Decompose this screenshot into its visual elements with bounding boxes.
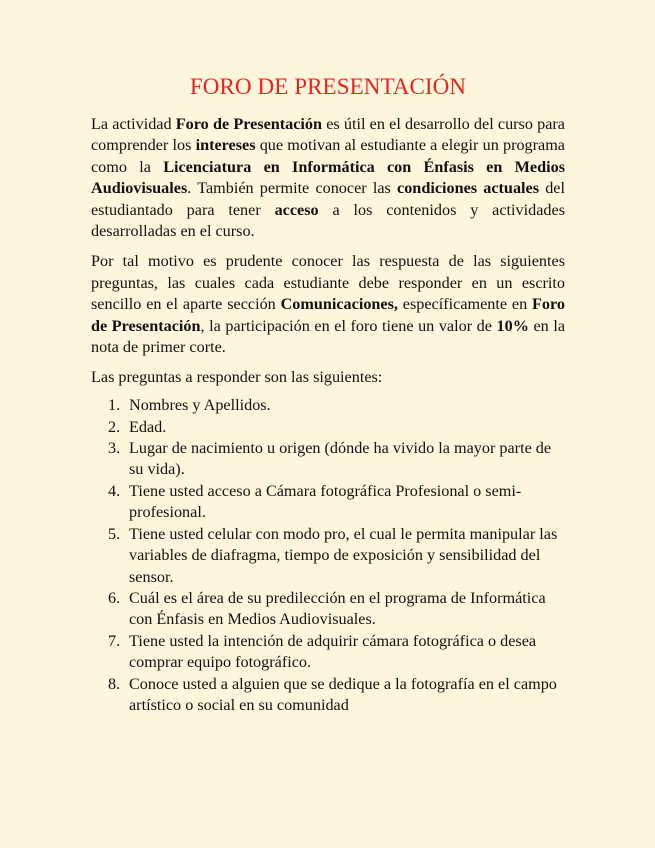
text-run: La actividad [91,115,176,133]
page-title: FORO DE PRESENTACIÓN [189,74,467,99]
list-item [91,631,565,673]
item-number: 8. [108,675,121,694]
bold-run: Licenciatura en Informática con Énfasis en Medios Audiovisuales [91,157,565,198]
item-number: 2. [108,417,121,436]
paragraph-intro [91,114,565,242]
text-run: en la nota de primer corte. [91,316,566,357]
item-text: Conoce usted a alguien que se dedique a la fotografía en el campo artístico o social en su comunidad [129,675,557,715]
item-number: 3. [108,439,121,458]
text-run: que motivan al estudiante a elegir un programa como la [91,136,565,176]
item-text: Lugar de nacimiento u origen (dónde ha vivido la mayor parte de su vida). [129,439,552,479]
questions-intro: Las preguntas a responder son las siguientes: [91,368,383,387]
list-item [91,395,565,416]
item-text: Tiene usted acceso a Cámara fotográfica Profesional o semi-profesional. [129,482,522,522]
item-text: Nombres y Apellidos. [129,395,271,414]
text-run: a los contenidos y actividades desarrolladas en el curso. [91,200,565,241]
item-number: 1. [108,395,121,414]
item-text: Cuál es el área de su predilección en el programa de Informática con Énfasis en Medios Audiovisuales. [129,589,546,629]
text-run: Por tal motivo es prudente conocer las respuesta de las siguientes preguntas, las cuales cada estudiante debe responder en un escrito sencillo en el aparte sección [91,252,565,314]
item-number: 5. [108,525,121,544]
text-run: , la participación en el foro tiene un valor de [200,316,497,335]
paragraph-instructions [91,251,565,358]
bold-run: 10% [496,316,529,335]
text-run: del estudiantado para tener [91,179,565,219]
list-item [91,417,565,438]
item-number: 7. [108,632,121,651]
text-run: específicamente en [397,295,533,314]
item-number: 6. [108,589,121,608]
item-text: Edad. [129,417,167,436]
questions-list [91,395,565,717]
bold-run: Foro de Presentación [91,295,565,335]
bold-run: Comunicaciones, [280,295,398,314]
text-run: es útil en el desarrollo del curso para comprender los [91,115,565,155]
item-text: Tiene usted la intención de adquirir cámara fotográfica o desea comprar equipo fotográfico. [129,632,537,672]
bold-run: intereses [195,136,256,155]
list-item [91,588,565,630]
list-item [91,481,565,523]
bold-run: acceso [274,200,319,219]
list-item [91,674,565,716]
item-text: Tiene usted celular con modo pro, el cual le permita manipular las variables de diafragma, tiempo de exposición y sensibilidad del sensor. [129,525,558,586]
list-item [91,524,565,588]
list-item [91,438,565,480]
item-number: 4. [108,482,121,501]
document-page [91,72,565,717]
bold-run: Foro de Presentación [175,115,323,133]
text-run: . También permite conocer las [187,179,398,198]
bold-run: condiciones actuales [397,179,540,198]
